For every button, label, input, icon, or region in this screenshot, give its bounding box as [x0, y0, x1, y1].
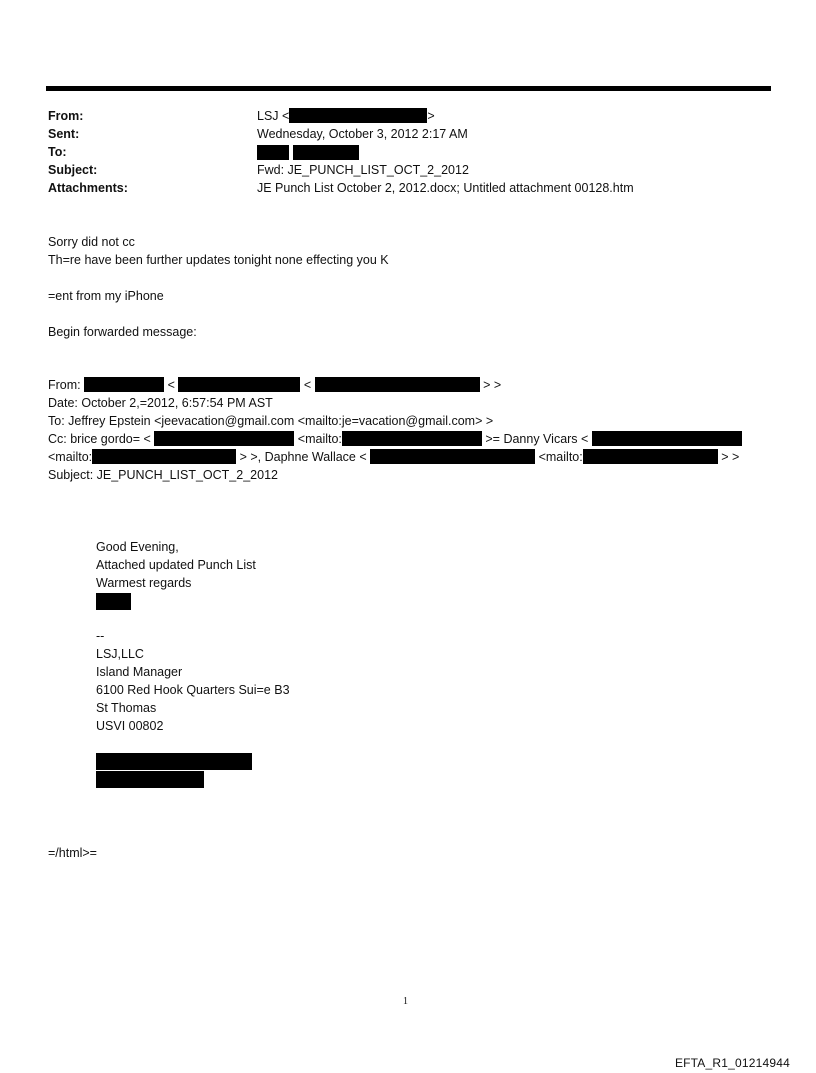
forwarded-from: From: < < > >	[48, 378, 502, 392]
redaction	[315, 377, 480, 392]
page-number: 1	[403, 996, 408, 1007]
redaction	[154, 431, 294, 446]
redaction	[370, 449, 535, 464]
subject-value: Fwd: JE_PUNCH_LIST_OCT_2_2012	[257, 163, 469, 177]
signature-dashes: --	[96, 629, 105, 643]
from-value: LSJ < >	[257, 109, 435, 123]
signature-company: LSJ,LLC	[96, 647, 144, 661]
body-line: =ent from my iPhone	[48, 289, 164, 303]
header-rule	[46, 86, 771, 91]
redaction	[84, 377, 164, 392]
body-line: Begin forwarded message:	[48, 325, 197, 339]
forwarded-subject: Subject: JE_PUNCH_LIST_OCT_2_2012	[48, 468, 278, 482]
signature-zip: USVI 00802	[96, 719, 164, 733]
redaction	[96, 593, 131, 610]
to-label: To:	[48, 145, 67, 159]
signature-address: 6100 Red Hook Quarters Sui=e B3	[96, 683, 290, 697]
from-label: From:	[48, 109, 84, 123]
message-line: Attached updated Punch List	[96, 558, 256, 572]
message-line: Warmest regards	[96, 576, 192, 590]
redaction	[293, 145, 359, 160]
forwarded-date: Date: October 2,=2012, 6:57:54 PM AST	[48, 396, 273, 410]
forwarded-to: To: Jeffrey Epstein <jeevacation@gmail.com <mailto:je=vacation@gmail.com> >	[48, 414, 494, 428]
sent-label: Sent:	[48, 127, 80, 141]
forwarded-cc-continued: <mailto: > >, Daphne Wallace < <mailto: > >	[48, 450, 740, 464]
message-greeting: Good Evening,	[96, 540, 179, 554]
html-footer: =/html>=	[48, 846, 97, 860]
body-line: Th=re have been further updates tonight none effecting you K	[48, 253, 389, 267]
signature-title: Island Manager	[96, 665, 183, 679]
redaction	[96, 771, 204, 788]
subject-label: Subject:	[48, 163, 98, 177]
signature-city: St Thomas	[96, 701, 157, 715]
redaction	[342, 431, 482, 446]
attachments-value: JE Punch List October 2, 2012.docx; Untitled attachment 00128.htm	[257, 181, 634, 195]
sent-value: Wednesday, October 3, 2012 2:17 AM	[257, 127, 468, 141]
redaction	[289, 108, 427, 123]
redaction	[92, 449, 236, 464]
attachments-label: Attachments:	[48, 181, 128, 195]
redaction	[583, 449, 718, 464]
redaction	[96, 753, 252, 770]
redaction	[178, 377, 300, 392]
body-line: Sorry did not cc	[48, 235, 135, 249]
forwarded-cc: Cc: brice gordo= < <mailto: >= Danny Vicars <	[48, 431, 742, 447]
bates-number: EFTA_R1_01214944	[674, 1056, 790, 1070]
redaction	[257, 145, 289, 160]
redaction	[592, 431, 742, 446]
